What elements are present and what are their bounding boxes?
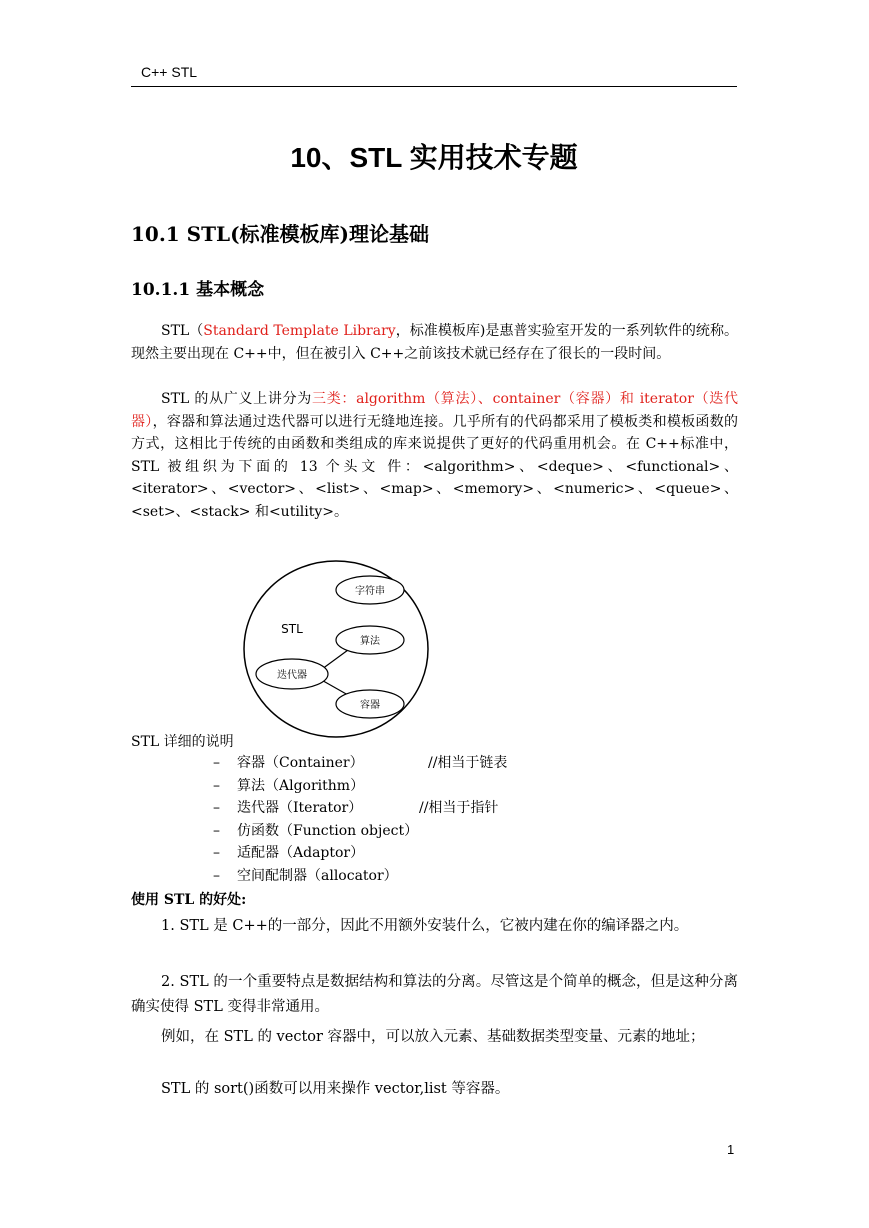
list-item: – 仿函数（Function object） bbox=[213, 822, 419, 839]
list-item: – 容器（Container） //相当于链表 bbox=[213, 752, 418, 775]
component-name: 适配器（Adaptor） bbox=[237, 845, 365, 862]
paragraph1-pre: STL（ bbox=[161, 323, 204, 339]
list-item: – 迭代器（Iterator） //相当于指针 bbox=[213, 797, 418, 820]
component-name: 空间配制器（allocator） bbox=[237, 867, 398, 884]
benefit-item: 1. STL 是 C++的一部分，因此不用额外安装什么，它被内建在你的编译器之内。 bbox=[161, 918, 689, 934]
paragraph-stl-categories bbox=[131, 388, 738, 523]
node-string-label: 字符串 bbox=[355, 586, 385, 597]
paragraph1-red: Standard Template Library bbox=[203, 323, 396, 339]
component-name: 仿函数（Function object） bbox=[237, 822, 419, 839]
node-iterator-label: 迭代器 bbox=[277, 670, 307, 681]
paragraph-stl-definition bbox=[131, 320, 738, 365]
paragraph1-post: ，标准模板库)是惠普实验室开发的一系列软件的统称。现然主要出现在 C++中，但在被引入 C++之前该技术就已经存在了很长的一段时间。 bbox=[131, 323, 738, 362]
stl-diagram bbox=[238, 550, 438, 740]
document-title: 10、STL 实用技术专题 bbox=[290, 142, 578, 173]
running-title: C++ STL bbox=[141, 64, 198, 80]
diagram-caption: STL 详细的说明 bbox=[131, 734, 234, 750]
paragraph2-post: ，容器和算法通过迭代器可以进行无缝地连接。几乎所有的代码都采用了模板类和模板函数的方式，这相比于传统的由函数和类组成的库来说提供了更好的代码重用机会。在 C++标准中，STL 被组织为下面的 13 个头文 件：<algorithm>、<deque>、<functional>、<iterator>、<vector>、<list>、<map>、<memory>、<numeric>、<queue>、<set>、<stack> 和<utility>。 bbox=[131, 413, 739, 520]
benefit-item: 2. STL 的一个重要特点是数据结构和算法的分离。尽管这是个简单的概念，但是这种分离确实使得 STL 变得非常通用。 bbox=[131, 974, 738, 1015]
node-algorithm-label: 算法 bbox=[360, 636, 380, 647]
component-name: 迭代器（Iterator） bbox=[237, 800, 363, 817]
component-name: 算法（Algorithm） bbox=[237, 777, 365, 794]
list-item: – 适配器（Adaptor） bbox=[213, 845, 365, 862]
component-note: //相当于指针 bbox=[419, 800, 499, 817]
node-container-label: 容器 bbox=[360, 700, 380, 711]
paragraph2-pre: STL 的从广义上讲分为 bbox=[161, 391, 312, 407]
list-item: – 空间配制器（allocator） bbox=[213, 867, 398, 884]
diagram-center-label: STL bbox=[281, 622, 303, 636]
subsection-heading: 10.1.1 基本概念 bbox=[131, 280, 265, 300]
benefit-example: 例如，在 STL 的 vector 容器中，可以放入元素、基础数据类型变量、元素的地址； bbox=[161, 1029, 705, 1045]
paragraph2-red: 三类：algorithm（算法）、container（容器）和 iterator（迭代器） bbox=[131, 391, 738, 430]
list-item: – 算法（Algorithm） bbox=[213, 777, 365, 794]
component-note: //相当于链表 bbox=[428, 755, 508, 771]
section-heading: 10.1 STL(标准模板库)理论基础 bbox=[131, 222, 429, 246]
running-header bbox=[131, 62, 737, 87]
component-name: 容器（Container） bbox=[237, 755, 364, 771]
page-number: 1 bbox=[727, 1142, 735, 1157]
benefits-heading: 使用 STL 的好处: bbox=[131, 892, 247, 908]
benefit-example: STL 的 sort()函数可以用来操作 vector,list 等容器。 bbox=[161, 1081, 510, 1097]
component-list bbox=[213, 752, 508, 888]
